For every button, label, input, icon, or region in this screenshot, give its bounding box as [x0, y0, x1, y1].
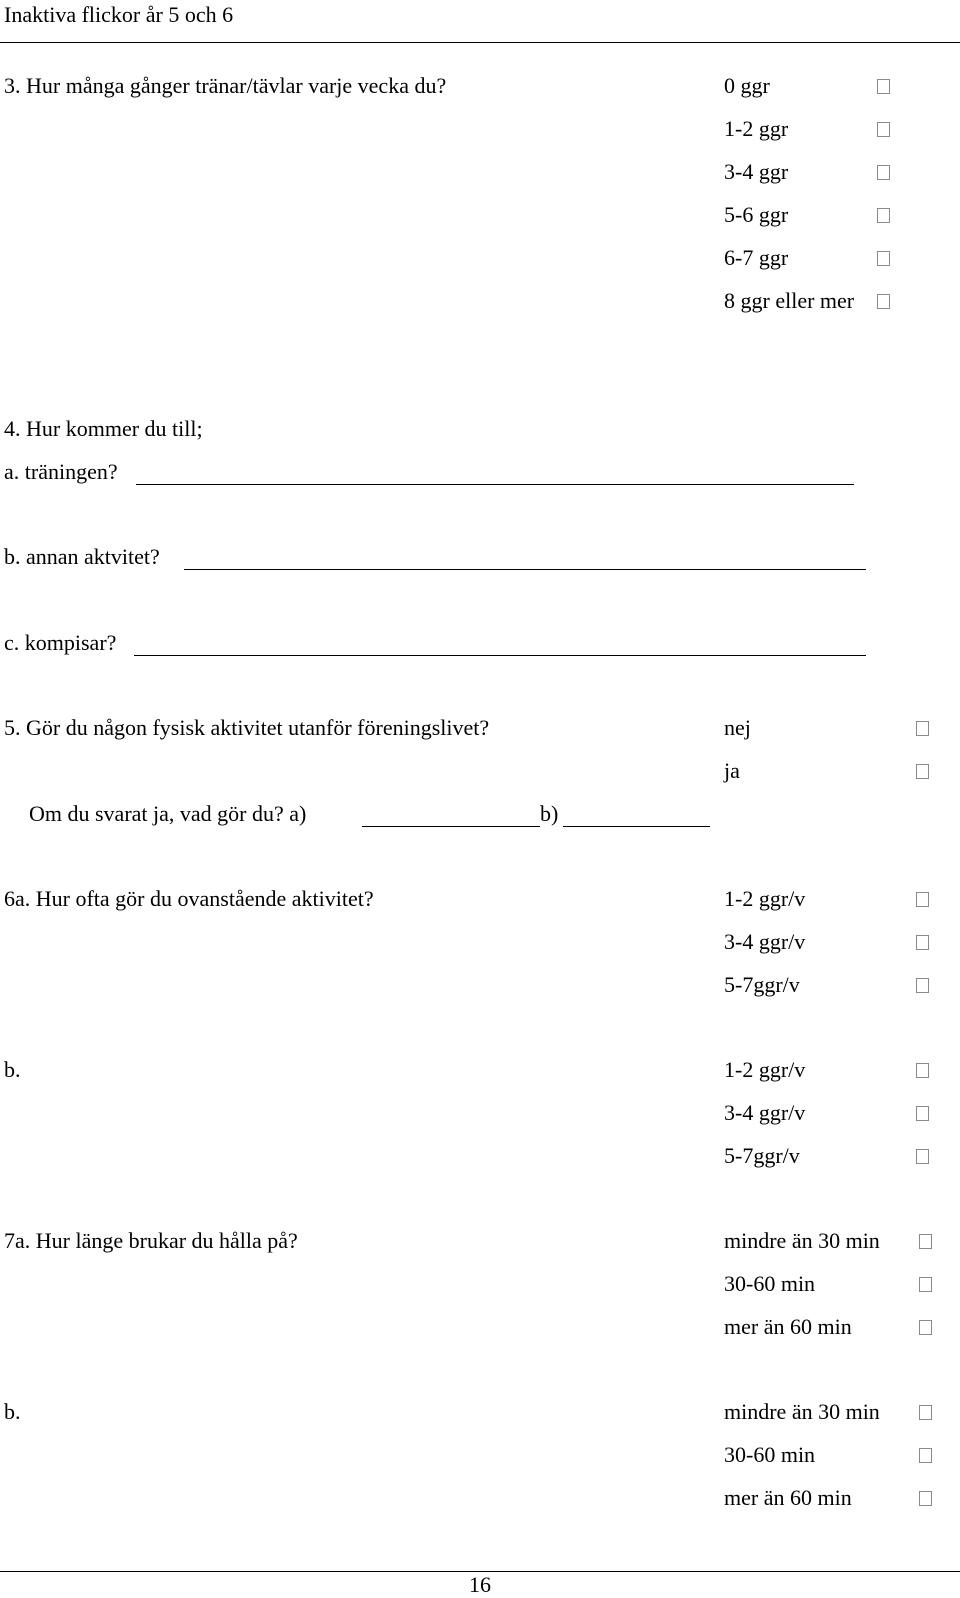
q4-a-answer-line[interactable] — [136, 484, 854, 485]
q5-option-nej-label: nej — [724, 715, 751, 740]
q6b-option-0-label: 1-2 ggr/v — [724, 1057, 806, 1082]
q5-option-nej-checkbox[interactable] — [916, 721, 929, 736]
q3-option-2-label: 3-4 ggr — [724, 159, 789, 184]
q7a-option-0-checkbox[interactable] — [919, 1234, 932, 1249]
q6b-option-1-label: 3-4 ggr/v — [724, 1100, 806, 1125]
q6a-question: 6a. Hur ofta gör du ovanstående aktivitet? — [4, 886, 374, 911]
q3-option-5-label: 8 ggr eller mer — [724, 288, 855, 313]
q6a-option-1-label: 3-4 ggr/v — [724, 929, 806, 954]
q6a-option-0-checkbox[interactable] — [916, 892, 929, 907]
q7b-option-0-label: mindre än 30 min — [724, 1399, 880, 1424]
q7b-option-2-checkbox[interactable] — [919, 1491, 932, 1506]
q6a-option-2-label: 5-7ggr/v — [724, 972, 800, 997]
q3-option-4-label: 6-7 ggr — [724, 245, 789, 270]
q5-follow-up-a-line[interactable] — [362, 826, 540, 827]
q5-option-ja-label: ja — [724, 758, 740, 783]
q6b-label: b. — [4, 1057, 21, 1082]
q3-option-3-checkbox[interactable] — [877, 208, 890, 223]
q3-option-1-label: 1-2 ggr — [724, 116, 789, 141]
q4-question: 4. Hur kommer du till; — [4, 416, 203, 441]
q5-question: 5. Gör du någon fysisk aktivitet utanför föreningslivet? — [4, 715, 490, 740]
q3-option-5-checkbox[interactable] — [877, 294, 890, 309]
q5-follow-up-label: Om du svarat ja, vad gör du? a) — [29, 801, 307, 826]
q7a-option-2-checkbox[interactable] — [919, 1320, 932, 1335]
q6a-option-0-label: 1-2 ggr/v — [724, 886, 806, 911]
q7b-option-0-checkbox[interactable] — [919, 1405, 932, 1420]
q6a-option-1-checkbox[interactable] — [916, 935, 929, 950]
q4-a-label: a. träningen? — [4, 459, 118, 484]
header-rule — [0, 42, 960, 43]
q3-question: 3. Hur många gånger tränar/tävlar varje vecka du? — [4, 73, 447, 98]
q6b-option-1-checkbox[interactable] — [916, 1106, 929, 1121]
q3-option-4-checkbox[interactable] — [877, 251, 890, 266]
q3-option-0-checkbox[interactable] — [877, 79, 890, 94]
q4-b-label: b. annan aktvitet? — [4, 544, 160, 569]
q7b-option-1-checkbox[interactable] — [919, 1448, 932, 1463]
q5-follow-up-b-label: b) — [540, 801, 559, 826]
q7b-option-2-label: mer än 60 min — [724, 1485, 852, 1510]
q3-option-2-checkbox[interactable] — [877, 165, 890, 180]
q5-follow-up-b-line[interactable] — [563, 826, 710, 827]
q7a-option-1-label: 30-60 min — [724, 1271, 816, 1296]
q3-option-3-label: 5-6 ggr — [724, 202, 789, 227]
q4-c-answer-line[interactable] — [134, 655, 866, 656]
q7a-option-0-label: mindre än 30 min — [724, 1228, 880, 1253]
q5-option-ja-checkbox[interactable] — [916, 764, 929, 779]
q3-option-1-checkbox[interactable] — [877, 122, 890, 137]
q7a-option-1-checkbox[interactable] — [919, 1277, 932, 1292]
page-header-title: Inaktiva flickor år 5 och 6 — [4, 2, 234, 27]
q7a-option-2-label: mer än 60 min — [724, 1314, 852, 1339]
q7b-option-1-label: 30-60 min — [724, 1442, 816, 1467]
page-number: 16 — [469, 1572, 491, 1597]
q6b-option-0-checkbox[interactable] — [916, 1063, 929, 1078]
q6b-option-2-label: 5-7ggr/v — [724, 1143, 800, 1168]
q3-option-0-label: 0 ggr — [724, 73, 770, 98]
q6a-option-2-checkbox[interactable] — [916, 978, 929, 993]
q4-b-answer-line[interactable] — [184, 569, 866, 570]
q6b-option-2-checkbox[interactable] — [916, 1149, 929, 1164]
q7b-label: b. — [4, 1399, 21, 1424]
q4-c-label: c. kompisar? — [4, 630, 117, 655]
q7a-question: 7a. Hur länge brukar du hålla på? — [4, 1228, 298, 1253]
